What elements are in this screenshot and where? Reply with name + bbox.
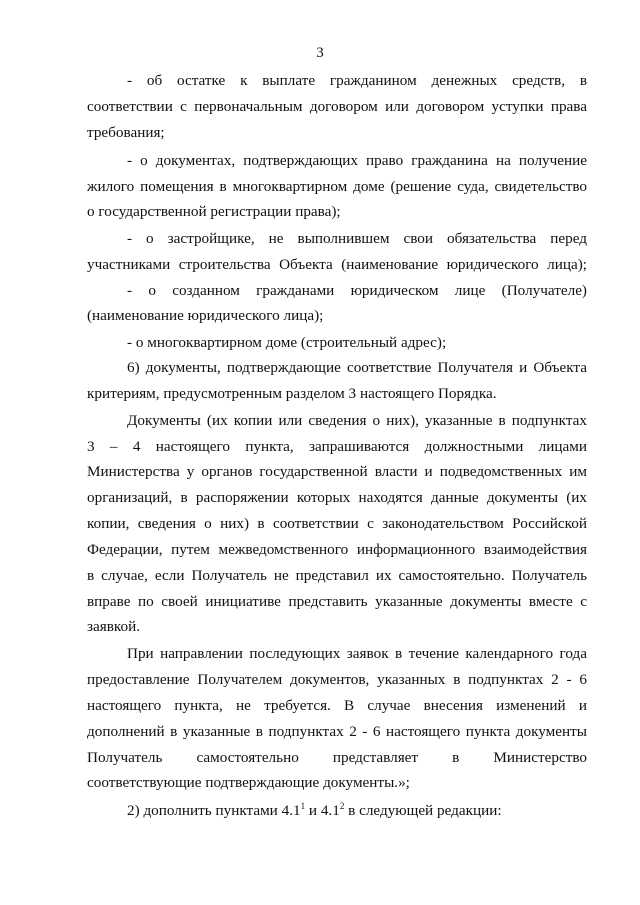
text-line: соответствии с первоначальным договором или договором уступки права	[87, 98, 587, 115]
text-line: Министерства у органов государственной власти и подведомственных им	[87, 463, 587, 480]
page-number: 3	[316, 45, 324, 61]
text-line: - о застройщике, не выполнившем свои обязательства перед	[127, 230, 587, 247]
text-line: Документы (их копии или сведения о них), указанные в подпунктах	[127, 412, 587, 429]
text-line: 6) документы, подтверждающие соответствие Получателя и Объекта	[127, 359, 587, 376]
superscript: 2	[339, 800, 345, 811]
text-line: требования;	[87, 124, 165, 141]
text-line: - о многоквартирном доме (строительный адрес);	[127, 334, 447, 351]
text-line: вправе по своей инициативе представить указанные документы вместе с	[87, 593, 587, 610]
text-line: соответствующие подтверждающие документы.»;	[87, 774, 410, 791]
text-line: о государственной регистрации права);	[87, 203, 341, 220]
text-line: Получатель самостоятельно представляет в Министерство	[87, 749, 587, 766]
text-line-amendment	[127, 802, 502, 820]
text-line: в случае, если Получатель не представил их самостоятельно. Получатель	[87, 567, 587, 584]
text-line: критериям, предусмотренным разделом 3 настоящего Порядка.	[87, 385, 497, 402]
amendment-text: 2) дополнить пунктами 4.1	[127, 802, 301, 819]
text-line: - об остатке к выплате гражданином денежных средств, в	[127, 72, 587, 89]
text-line: копии, сведения о них) в соответствии с законодательством Российской	[87, 515, 587, 532]
text-line: жилого помещения в многоквартирном доме (решение суда, свидетельство	[87, 178, 587, 195]
amendment-text: и 4.1	[305, 802, 340, 819]
text-line: предоставление Получателем документов, указанных в подпунктах 2 - 6	[87, 671, 587, 688]
amendment-text: в следующей редакции:	[344, 802, 502, 819]
superscript: 1	[300, 800, 306, 811]
text-line: - о документах, подтверждающих право гражданина на получение	[127, 152, 587, 169]
text-line: При направлении последующих заявок в течение календарного года	[127, 645, 587, 662]
text-line: участниками строительства Объекта (наименование юридического лица);	[87, 256, 587, 273]
text-line: Федерации, путем межведомственного информационного взаимодействия	[87, 541, 587, 558]
text-line: - о созданном гражданами юридическом лице (Получателе)	[127, 282, 587, 299]
text-line: 3 – 4 настоящего пункта, запрашиваются должностными лицами	[87, 438, 587, 455]
text-line: организаций, в распоряжении которых находятся данные документы (их	[87, 489, 587, 506]
text-line: заявкой.	[87, 618, 141, 635]
text-line: (наименование юридического лица);	[87, 307, 324, 324]
text-line: настоящего пункта, не требуется. В случае внесения изменений и	[87, 697, 587, 714]
text-line: дополнений в указанные в подпунктах 2 - 6 настоящего пункта документы	[87, 723, 587, 740]
